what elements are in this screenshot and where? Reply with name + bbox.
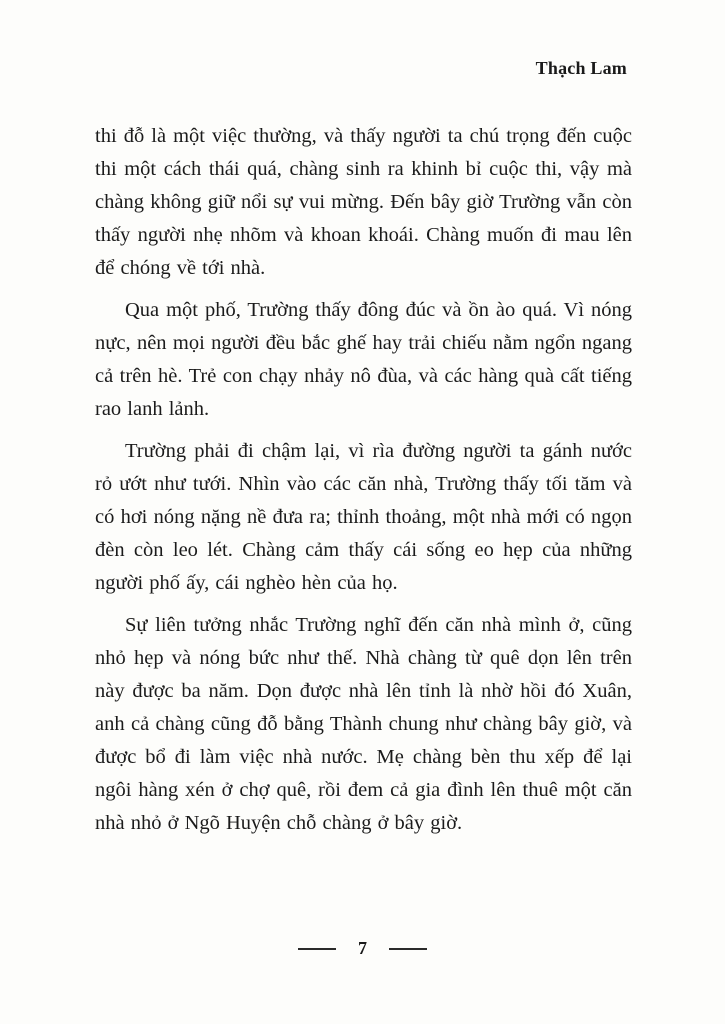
page-number-rule-right — [389, 948, 427, 950]
paragraph: thi đỗ là một việc thường, và thấy người ta chú trọng đến cuộc thi một cách thái quá, chàng sinh ra khinh bỉ cuộc thi, vậy mà chàng không giữ nổi sự vui mừng. Đến bây giờ Trường vẫn còn thấy người nhẹ nhõm và khoan khoái. Chàng muốn đi mau lên để chóng về tới nhà. — [95, 125, 632, 279]
running-head-author: Thạch Lam — [535, 58, 627, 78]
body-text-block — [95, 120, 632, 849]
page-number-rule-left — [298, 948, 336, 950]
page-footer — [0, 938, 725, 959]
paragraph: Trường phải đi chậm lại, vì rìa đường người ta gánh nước rỏ ướt như tưới. Nhìn vào các căn nhà, Trường thấy tối tăm và có hơi nóng nặng nề đưa ra; thỉnh thoảng, một nhà mới có ngọn đèn còn leo lét. Chàng cảm thấy cái sống eo hẹp của những người phố ấy, cái nghèo hèn của họ. — [95, 440, 632, 594]
page-number: 7 — [358, 938, 367, 958]
paragraph: Qua một phố, Trường thấy đông đúc và ồn ào quá. Vì nóng nực, nên mọi người đều bắc ghế hay trải chiếu nằm ngổn ngang cả trên hè. Trẻ con chạy nhảy nô đùa, và các hàng quà cất tiếng rao lanh lảnh. — [95, 299, 632, 420]
paragraph: Sự liên tưởng nhắc Trường nghĩ đến căn nhà mình ở, cũng nhỏ hẹp và nóng bức như thế. Nhà chàng từ quê dọn lên trên này được ba năm. Dọn được nhà lên tỉnh là nhờ hồi đó Xuân, anh cả chàng cũng đỗ bằng Thành chung như chàng bây giờ, và được bổ đi làm việc nhà nước. Mẹ chàng bèn thu xếp để lại ngôi hàng xén ở chợ quê, rồi đem cả gia đình lên thuê một căn nhà nhỏ ở Ngõ Huyện chỗ chàng ở bây giờ. — [95, 614, 632, 834]
